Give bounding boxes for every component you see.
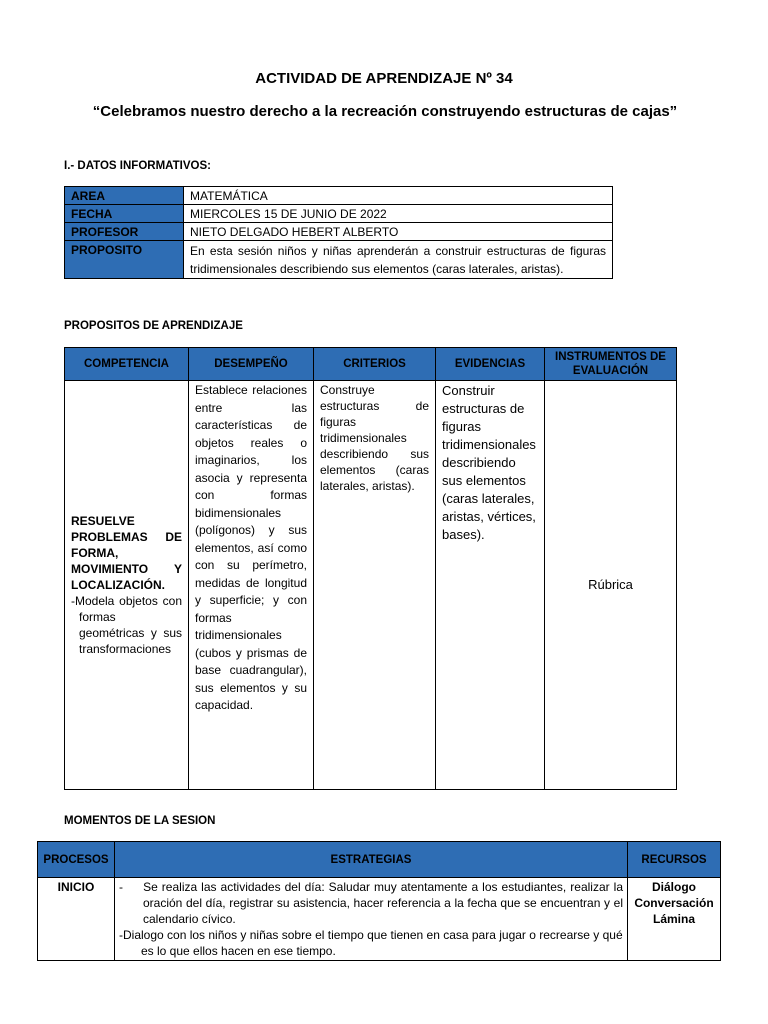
datos-value: MATEMÁTICA [184,187,613,205]
table-row [65,187,613,205]
datos-value: MIERCOLES 15 DE JUNIO DE 2022 [184,205,613,223]
column-header: ESTRATEGIAS [115,842,628,878]
momentos-table [37,841,721,961]
recurso-item: Lámina [652,912,695,926]
proceso-cell: INICIO [38,878,115,961]
datos-value: En esta sesión niños y niñas aprenderán a construir estructuras de figuras tridimensionales describiendo sus elementos (caras laterales, aristas). [184,241,613,279]
column-header: INSTRUMENTOS DE EVALUACIÓN [545,348,677,381]
column-header: RECURSOS [628,842,721,878]
activity-title: ACTIVIDAD DE APRENDIZAJE Nº 34 [255,70,513,87]
datos-heading: I.- DATOS INFORMATIVOS: [64,160,211,172]
column-header: DESEMPEÑO [189,348,314,381]
recursos-cell [628,878,721,961]
propositos-table [64,347,677,790]
table-row [65,381,677,790]
criterios-cell: Construye estructuras de figuras tridimensionales describiendo sus elementos (caras laterales, aristas). [314,381,436,790]
table-header-row [38,842,721,878]
datos-label: FECHA [65,205,184,223]
table-row [38,878,721,961]
competencia-title: RESUELVE PROBLEMAS DE FORMA, MOVIMIENTO Y LOCALIZACIÓN. [71,514,182,592]
table-header-row [65,348,677,381]
datos-label: AREA [65,187,184,205]
table-row [65,241,613,279]
instrumento-cell: Rúbrica [545,381,677,790]
propositos-heading: PROPOSITOS DE APRENDIZAJE [64,320,243,332]
competencia-cell [65,381,189,790]
recurso-item: Diálogo [652,880,696,894]
column-header: CRITERIOS [314,348,436,381]
datos-table [64,186,613,279]
activity-subtitle: “Celebramos nuestro derecho a la recreación construyendo estructuras de cajas” [92,103,678,120]
momentos-heading: MOMENTOS DE LA SESION [64,815,216,827]
column-header: COMPETENCIA [65,348,189,381]
evidencias-cell: Construir estructuras de figuras tridimensionales describiendo sus elementos (caras laterales, aristas, vértices, bases). [436,381,545,790]
desempeno-cell: Establece relaciones entre las características de objetos reales o imaginarios, los asocia y representa con formas bidimensionales (polígonos) y sus elementos, así como con su perímetro, medidas de longitud y superficie; y con formas tridimensionales (cubos y prismas de base cuadrangular), sus elementos y su capacidad. [189,381,314,790]
column-header: PROCESOS [38,842,115,878]
strategy-item: - Se realiza las actividades del día: Saludar muy atentamente a los estudiantes, realizar la oración del día, registrar su asistencia, hacer referencia a la fecha que se encuentran y el calendario cívico. [119,880,623,926]
datos-label: PROFESOR [65,223,184,241]
table-row [65,223,613,241]
table-row [65,205,613,223]
datos-label: PROPOSITO [65,241,184,279]
competencia-item: -Modela objetos con formas geométricas y sus transformaciones [71,594,182,656]
estrategias-cell [115,878,628,961]
datos-value: NIETO DELGADO HEBERT ALBERTO [184,223,613,241]
strategy-item: -Dialogo con los niños y niñas sobre el tiempo que tienen en casa para jugar o recrearse y qué es lo que ellos hacen en ese tiempo. [119,928,623,958]
recurso-item: Conversación [634,896,714,910]
column-header: EVIDENCIAS [436,348,545,381]
